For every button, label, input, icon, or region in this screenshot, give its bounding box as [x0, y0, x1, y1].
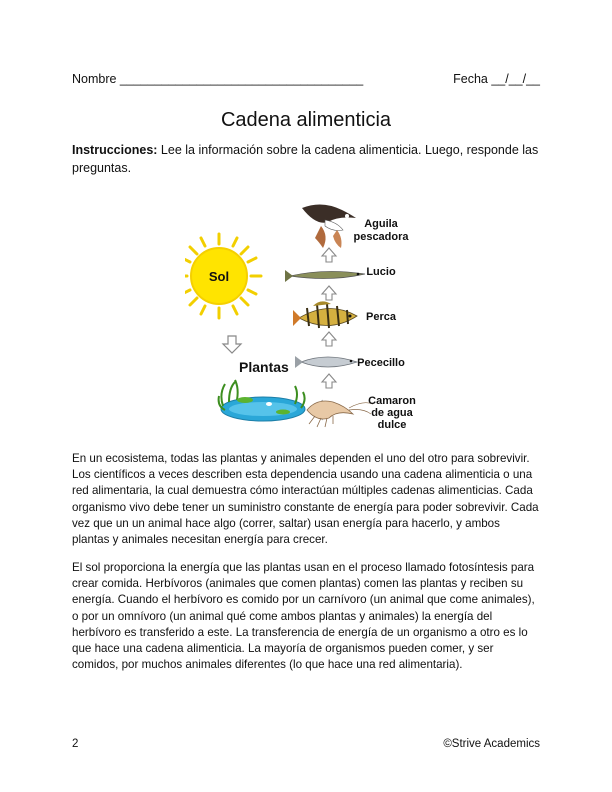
copyright-notice: ©Strive Academics — [443, 738, 540, 750]
worksheet-header — [72, 72, 540, 88]
page-title: Cadena alimenticia — [220, 109, 392, 131]
body-paragraph-2: El sol proporciona la energía que las plantas usan en el proceso llamado fotosíntesis para crear comida. Herbívoros (animales que comen plantas) comen las plantas y reciben su energía. Cuando el herbívoro es comido por un carnívoro (un animal que come animales), o por un omnívoro (un animal qué come ambos plantas y animales) la energía del herbívoro es transferido a este. La transferencia de energía de un organismo a otro es lo que hace una cadena alimenticia. La mayoría de organismos pueden comer, y ser comidos, por muchos animales diferentes (lo que hace una red alimentaria). — [72, 561, 535, 672]
instructions-text: Lee la información sobre la cadena alimenticia. Luego, responde las preguntas. — [72, 143, 539, 175]
date-field-label: Fecha __/__/__ — [453, 72, 540, 86]
perch-label: Perca — [366, 311, 396, 323]
body-paragraph-1: En un ecosistema, todas las plantas y animales dependen el uno del otro para sobrevivir. Los científicos a veces describen esta dependencia usando una cadena alimenticia o una red alimentaria, la cual demuestra cómo interactúan múltiples cadenas alimenticias. Cada organismo vivo debe tener un suministro constante de energía para poder sobrevivir. Cada vez que un un animal hace algo (correr, saltar) usan energía para hacerlo, y ambos plantas y animales necesitan energía para crecer. — [72, 452, 539, 547]
name-field-label: Nombre ___________________________________ — [72, 72, 364, 86]
perch-fish-icon — [293, 301, 357, 328]
shrimp-label-line3: dulce — [377, 419, 407, 431]
minnow-label: Pececillo — [357, 357, 405, 369]
arrow-up-icon — [322, 332, 336, 346]
food-chain-diagram — [185, 196, 425, 434]
food-chain-illustration — [185, 196, 425, 434]
shrimp-label-line2: de agua — [371, 407, 413, 419]
arrow-down-icon — [223, 336, 241, 353]
page-number: 2 — [72, 738, 79, 750]
osprey-label-line1: Aguila — [364, 218, 398, 230]
arrow-up-icon — [322, 286, 336, 300]
pond-plants-icon — [219, 380, 305, 421]
sun-label: Sol — [208, 269, 230, 284]
arrow-up-icon — [322, 374, 336, 388]
instructions-heading: Instrucciones: — [72, 143, 158, 157]
pike-label: Lucio — [366, 266, 396, 278]
freshwater-shrimp-icon — [307, 401, 373, 427]
arrow-up-icon — [322, 248, 336, 262]
minnow-fish-icon — [295, 356, 357, 368]
instructions — [72, 141, 540, 177]
plants-label: Plantas — [239, 359, 289, 375]
pike-fish-icon — [285, 270, 365, 282]
osprey-label-line2: pescadora — [353, 231, 409, 243]
osprey-icon — [302, 204, 356, 248]
shrimp-label-line1: Camaron — [368, 395, 416, 407]
